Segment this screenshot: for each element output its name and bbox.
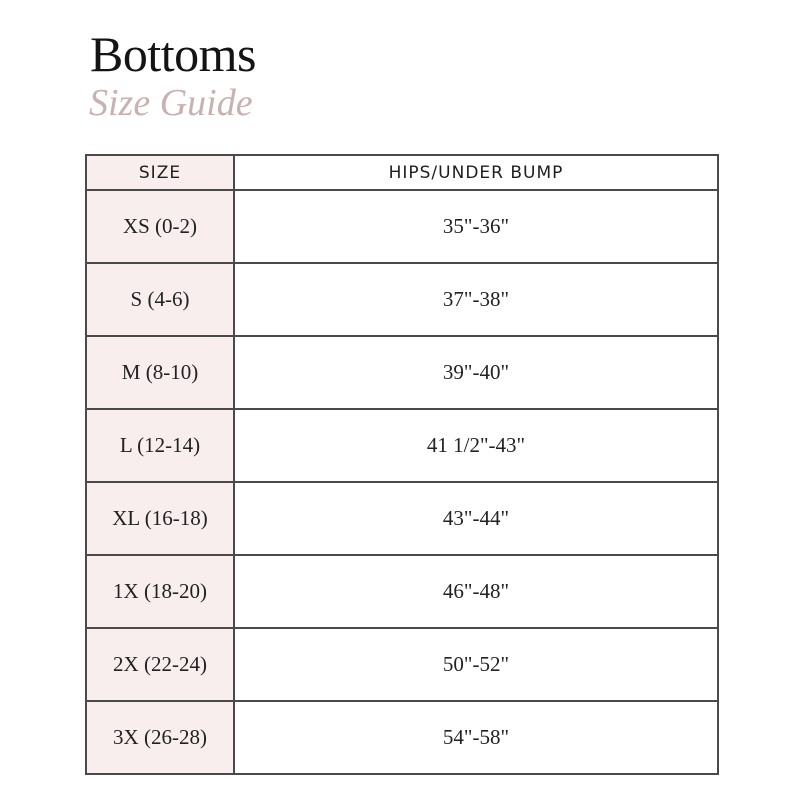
size-table bbox=[85, 154, 719, 775]
table-row bbox=[86, 628, 718, 701]
size-cell: 3X (26-28) bbox=[86, 701, 234, 774]
table-row bbox=[86, 190, 718, 263]
hips-cell: 39"-40" bbox=[234, 336, 718, 409]
hips-column-header: HIPS/UNDER BUMP bbox=[234, 155, 718, 190]
table-row bbox=[86, 336, 718, 409]
size-cell: 2X (22-24) bbox=[86, 628, 234, 701]
hips-cell: 43"-44" bbox=[234, 482, 718, 555]
hips-cell: 37"-38" bbox=[234, 263, 718, 336]
size-cell: 1X (18-20) bbox=[86, 555, 234, 628]
size-cell: S (4-6) bbox=[86, 263, 234, 336]
table-header-row bbox=[86, 155, 718, 190]
table-row bbox=[86, 409, 718, 482]
size-cell: XL (16-18) bbox=[86, 482, 234, 555]
size-cell: L (12-14) bbox=[86, 409, 234, 482]
hips-cell: 46"-48" bbox=[234, 555, 718, 628]
table-row bbox=[86, 263, 718, 336]
table-row bbox=[86, 482, 718, 555]
size-cell: XS (0-2) bbox=[86, 190, 234, 263]
size-cell: M (8-10) bbox=[86, 336, 234, 409]
hips-cell: 41 1/2"-43" bbox=[234, 409, 718, 482]
table-row bbox=[86, 555, 718, 628]
hips-cell: 54"-58" bbox=[234, 701, 718, 774]
table-row bbox=[86, 701, 718, 774]
page-title: Bottoms bbox=[90, 26, 256, 82]
hips-cell: 50"-52" bbox=[234, 628, 718, 701]
size-column-header: SIZE bbox=[86, 155, 234, 190]
hips-cell: 35"-36" bbox=[234, 190, 718, 263]
page-subtitle: Size Guide bbox=[89, 82, 253, 124]
